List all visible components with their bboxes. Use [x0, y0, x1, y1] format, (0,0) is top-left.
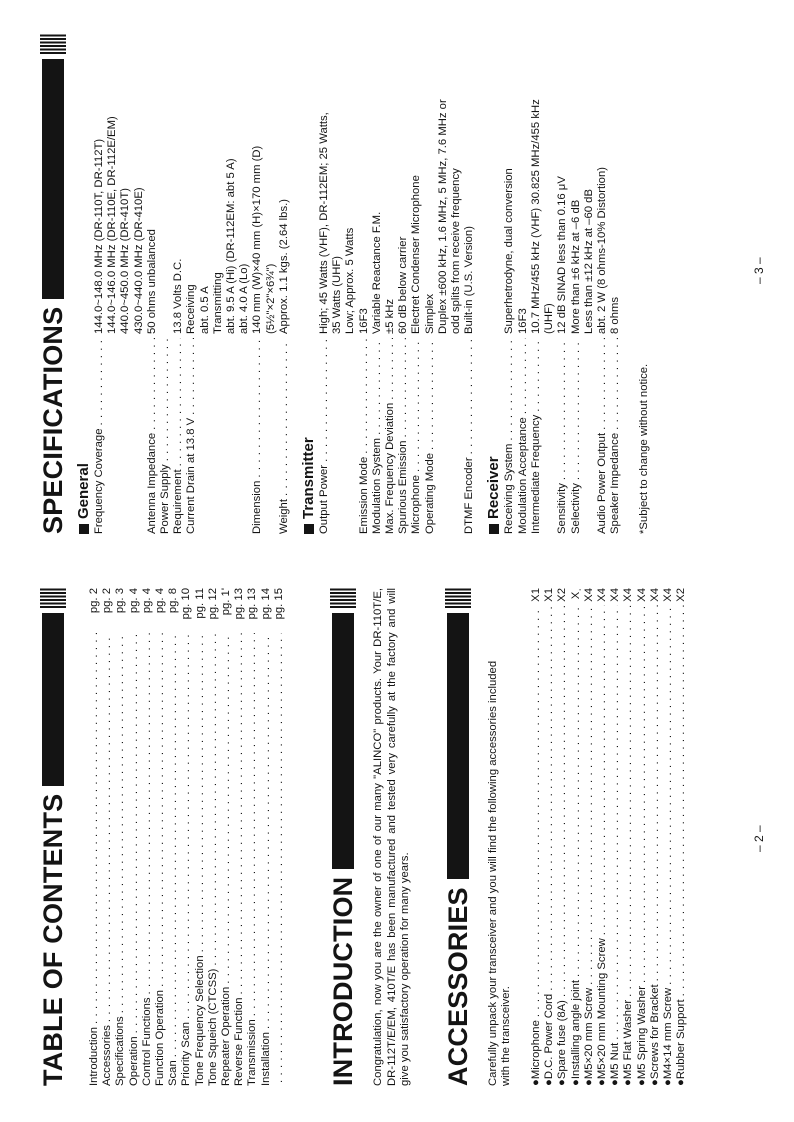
dot-leader: [596, 605, 609, 935]
spec-label-cell: [172, 338, 185, 534]
toc-label: Specifications: [114, 1016, 127, 1086]
toc-row: [128, 588, 141, 1086]
dot-leader: [194, 633, 207, 952]
dot-leader: [609, 338, 622, 430]
spec-label: Output Power: [318, 464, 331, 534]
accessory-row: [609, 588, 622, 1086]
dot-leader: [543, 605, 556, 991]
spec-label-cell: [570, 338, 596, 534]
dot-leader: [649, 605, 662, 981]
spec-value: 430.0~440.0 MHz (DR-410E): [132, 187, 145, 334]
spec-row: [596, 34, 609, 534]
accessory-qty: X2: [556, 588, 569, 602]
heading-ticks: [40, 588, 66, 608]
toc-row: [154, 588, 167, 1086]
toc-row: [246, 588, 259, 1086]
spec-label: Modulation Acceptance: [516, 417, 529, 534]
spec-values: [530, 34, 556, 338]
spec-label-cell: [463, 338, 476, 534]
dot-leader: [570, 605, 583, 977]
toc-page: pg. 4: [140, 588, 153, 614]
dot-leader: [636, 605, 649, 983]
spec-value: (5½"×2"×6¾"): [264, 263, 277, 334]
spec-row: [397, 34, 410, 534]
dot-leader: [220, 633, 233, 984]
heading-ticks: [330, 588, 356, 608]
toc-label: Priority Scan: [180, 1021, 193, 1086]
toc-page: pg. 15: [272, 588, 285, 620]
toc-label: Repeater Operation: [220, 986, 233, 1086]
accessory-label: ●Rubber Support: [675, 999, 688, 1086]
transmitter-specs: [318, 34, 476, 534]
accessory-qty: X4: [582, 588, 595, 602]
spec-label: Power Supply: [159, 464, 172, 534]
spec-row: [358, 34, 371, 534]
spec-row: [410, 34, 423, 534]
spec-label: Selectivity: [569, 483, 582, 534]
spec-label-cell: [503, 338, 516, 534]
dot-leader: [246, 633, 259, 1016]
spec-label-cell: [530, 338, 556, 534]
dot-leader: [172, 338, 185, 466]
accessory-label: ●M5 Flat Washer: [622, 999, 635, 1086]
toc-title: TABLE OF CONTENTS: [38, 793, 68, 1086]
dot-leader: [609, 605, 622, 1040]
spec-value: abt. 2 W (8 ohms-10% Distortion): [595, 167, 608, 334]
dot-leader: [384, 338, 397, 400]
dot-leader: [318, 338, 358, 462]
footnote: *Subject to change without notice.: [638, 363, 651, 534]
dot-leader: [675, 605, 688, 996]
accessory-qty: X4: [609, 588, 622, 602]
accessory-row: [622, 588, 635, 1086]
dot-leader: [517, 338, 530, 414]
accessories-intro: Carefully unpack your transceiver and you will find the following accessories included with the transceiver.: [486, 660, 513, 1086]
accessory-qty: X1: [543, 588, 556, 602]
spec-row: [251, 34, 277, 534]
transmitter-subheading: [300, 34, 317, 534]
spec-values: [251, 34, 277, 338]
accessory-row: [570, 588, 583, 1086]
introduction-title: INTRODUCTION: [328, 876, 359, 1086]
dot-leader: [146, 338, 159, 430]
accessory-row: [636, 588, 649, 1086]
dot-leader: [93, 338, 146, 426]
heading-bar: [42, 59, 64, 299]
accessory-qty: X2: [675, 588, 688, 602]
spec-values: [410, 34, 423, 338]
toc-label: Introduction: [88, 1026, 100, 1086]
spec-label-cell: [318, 338, 358, 534]
toc-heading: [36, 588, 70, 1086]
dot-leader: [371, 338, 384, 435]
dot-leader: [596, 338, 609, 430]
dot-leader: [154, 633, 167, 987]
spec-label: Spurious Emission: [397, 440, 410, 534]
spec-value: 16F3: [516, 308, 529, 334]
spec-value: Variable Reactance F.M.: [370, 211, 383, 334]
specifications-title: SPECIFICATIONS: [38, 306, 68, 534]
dot-leader: [207, 633, 220, 966]
receiver-heading: Receiver: [485, 456, 503, 519]
spec-label-cell: [410, 338, 423, 534]
accessory-row: [596, 588, 609, 1086]
spec-label-cell: [146, 338, 159, 534]
accessory-qty: X4: [596, 588, 609, 602]
spec-label-cell: [609, 338, 622, 534]
spec-values: [556, 34, 569, 338]
toc-page: pg. 12: [206, 588, 219, 620]
spec-row: [318, 34, 358, 534]
general-heading: General: [75, 463, 92, 519]
dot-leader: [260, 633, 273, 1029]
spec-label-cell: [358, 338, 371, 534]
accessory-label: ●M4×14 mm Screw: [662, 987, 675, 1086]
spec-value: [159, 34, 172, 334]
spec-value: Low; Approx. 5 Watts: [344, 227, 357, 334]
dot-leader: [141, 633, 154, 994]
spec-row: [185, 34, 251, 534]
dot-leader: [410, 338, 423, 472]
spec-label-cell: [397, 338, 410, 534]
accessories-title: ACCESSORIES: [442, 887, 473, 1086]
spec-row: [159, 34, 172, 534]
accessory-label: ●Screws for Bracket: [648, 984, 661, 1086]
spec-label-cell: [556, 338, 569, 534]
spec-label: Emission Mode: [357, 456, 370, 534]
spec-label: Frequency Coverage: [93, 428, 105, 534]
accessory-qty: X4: [662, 588, 675, 602]
spec-value: Less than ±12 kHz at –60 dB: [582, 189, 595, 334]
toc-label: Control Functions: [140, 997, 153, 1086]
dot-leader: [556, 605, 569, 997]
spec-values: [596, 34, 609, 338]
spec-value: Superhetrodyne, dual conversion: [503, 168, 516, 334]
spec-label-cell: [185, 338, 251, 534]
dot-leader: [101, 633, 114, 1022]
accessory-qty: X4: [648, 588, 661, 602]
toc-label: Reverse Function: [233, 997, 246, 1086]
spec-value: Built-in (U.S. Version): [463, 226, 476, 334]
spec-value: 50 ohms unbalanced: [145, 229, 158, 334]
dot-leader: [583, 605, 596, 985]
spec-values: [609, 34, 622, 338]
heading-bar: [42, 613, 64, 786]
toc-page: pg. 10: [180, 588, 193, 620]
spec-values: [424, 34, 464, 338]
toc-label: Accessories: [101, 1025, 114, 1086]
toc-page: pg. 1': [220, 588, 233, 616]
spec-values: [463, 34, 476, 338]
spec-value: odd splits from receive frequency: [450, 168, 463, 334]
dot-leader: [424, 338, 464, 450]
accessory-qty: Xˌ: [569, 588, 582, 600]
toc-page: pg. 4: [154, 588, 167, 614]
accessory-row: [675, 588, 688, 1086]
spec-value: 12 dB SINAD less than 0.16 μV: [556, 176, 569, 334]
accessory-label: ●D.C. Power Cord: [543, 993, 556, 1086]
spec-values: [371, 34, 384, 338]
toc-page: pg. 4: [127, 588, 140, 614]
accessory-row: [530, 588, 543, 1086]
toc-label: Scan: [167, 1060, 180, 1086]
heading-bar: [332, 613, 354, 869]
spec-value: 140 mm (W)×40 mm (H)×170 mm (D): [251, 145, 264, 334]
spec-value: Transmitting: [211, 272, 224, 334]
toc-row: [260, 588, 273, 1086]
general-subheading: [75, 34, 92, 534]
spec-value: Electret Condenser Microphone: [410, 175, 423, 334]
spec-value: Approx. 1.1 kgs. (2.64 lbs.): [277, 198, 290, 334]
spec-value: abt. 4.0 A (Lo): [238, 263, 251, 334]
left-page: [36, 588, 688, 1086]
toc-label: Installation: [259, 1031, 272, 1086]
heading-ticks: [40, 34, 66, 54]
spec-row: [424, 34, 464, 534]
spec-label-cell: [596, 338, 609, 534]
toc-label: Operation: [127, 1036, 140, 1086]
spec-label: Current Drain at 13.8 V: [185, 417, 198, 534]
dot-leader: [185, 338, 251, 415]
receiver-subheading: [485, 34, 502, 534]
spec-values: [318, 34, 358, 338]
spec-values: [570, 34, 596, 338]
introduction-text: Congratulation, now you are the owner of one of our many "ALINCO" products. Your DR-110T/E, DR-112T/E/EM, 410T/E has been manufactured and tested very carefully at the factory and will give you satisfactory operation for many years.: [372, 588, 412, 1086]
dot-leader: [233, 633, 246, 994]
spec-row: [93, 34, 146, 534]
dot-leader: [114, 633, 127, 1013]
toc-row: [101, 588, 114, 1086]
spec-value: More than ±6 kHz at –6 dB: [569, 199, 582, 334]
spec-values: [503, 34, 516, 338]
accessory-label: ●M5 Spring Washer: [635, 986, 648, 1086]
spec-value: 8 ohms: [609, 296, 622, 334]
spec-label: Intermediate Frequency: [529, 414, 542, 534]
toc-row: [180, 588, 193, 1086]
accessory-row: [583, 588, 596, 1086]
spec-label: Weight: [277, 499, 290, 534]
toc-row: [207, 588, 220, 1086]
toc-page: pg. 13: [233, 588, 246, 620]
spec-value: 144.0~148.0 MHz (DR-110T, DR-112T): [93, 138, 105, 334]
dot-leader: [128, 633, 141, 1033]
spec-value: High; 45 Watts (VHF), DR-112EM; 25 Watts,: [318, 112, 331, 334]
spec-values: [146, 34, 159, 338]
page-number-right: – 3 –: [752, 257, 766, 284]
general-specs: [93, 34, 291, 534]
accessory-row: [649, 588, 662, 1086]
accessory-row: [556, 588, 569, 1086]
spec-label: Audio Power Output: [595, 432, 608, 534]
toc-page: pg. 13: [246, 588, 259, 620]
dot-leader: [358, 338, 371, 454]
dot-leader: [530, 605, 543, 1017]
spec-label: Requirement: [172, 469, 185, 534]
spec-value: 35 Watts (UHF): [331, 255, 344, 334]
specifications-heading: [36, 34, 70, 534]
toc-page: pg. 3: [114, 588, 127, 614]
spec-label-cell: [251, 338, 277, 534]
accessory-qty: X4: [622, 588, 635, 602]
accessory-label: ●Spare fuse (8A): [556, 1000, 569, 1086]
accessory-qty: X1: [530, 588, 543, 602]
spec-row: [463, 34, 476, 534]
spec-label: Modulation System: [370, 437, 383, 534]
spec-label: Operating Mode: [423, 452, 436, 534]
dot-leader: [167, 633, 180, 1057]
dot-leader: [503, 338, 516, 441]
dot-leader: [251, 338, 277, 478]
accessory-label: ●Installing angle joint: [569, 979, 582, 1086]
spec-value: Simplex: [423, 293, 436, 334]
toc-label: Transmission: [246, 1019, 259, 1086]
spec-value: 60 dB below carrier: [397, 236, 410, 334]
spec-values: [358, 34, 371, 338]
spec-label: Speaker Impedance: [609, 432, 622, 534]
spec-value: (UHF): [543, 303, 556, 334]
dot-leader: [88, 633, 101, 1024]
toc-page: pg. 8: [167, 588, 180, 614]
dot-leader: [278, 338, 291, 496]
accessory-qty: X4: [635, 588, 648, 602]
spec-label-cell: [384, 338, 397, 534]
receiver-specs: [503, 34, 622, 534]
toc-list: [88, 588, 286, 1086]
dot-leader: [397, 338, 410, 437]
spec-label-cell: [93, 338, 146, 534]
dot-leader: [180, 633, 193, 1019]
accessory-row: [543, 588, 556, 1086]
spec-label-cell: [517, 338, 530, 534]
accessory-label: ●Microphone: [530, 1020, 543, 1086]
spec-value: abt. 9.5 A (Hi) (DR-112EM: abt 5 A): [225, 158, 238, 334]
spec-values: [278, 34, 291, 338]
spec-row: [172, 34, 185, 534]
spec-row: [517, 34, 530, 534]
square-bullet-icon: [304, 524, 314, 534]
spec-values: [159, 34, 172, 338]
spec-value: 10.7 MHz/455 kHz (VHF) 30.825 MHz/455 kHz: [529, 99, 542, 334]
spec-row: [384, 34, 397, 534]
spec-label-cell: [371, 338, 384, 534]
toc-page: pg. 2: [101, 588, 114, 614]
spec-row: [278, 34, 291, 534]
spec-row: [530, 34, 556, 534]
spec-label: DTMF Encoder: [463, 457, 476, 534]
toc-row: [141, 588, 154, 1086]
toc-row: [167, 588, 180, 1086]
heading-ticks: [445, 588, 471, 608]
toc-row: [194, 588, 207, 1086]
spec-value: Duplex ±600 kHz, 1.6 MHz, 5 MHz, 7.6 MHz or: [436, 99, 449, 334]
spec-value: ±5 kHz: [384, 298, 397, 334]
spec-row: [556, 34, 569, 534]
accessory-row: [662, 588, 675, 1086]
accessory-label: ●M5 Nut: [609, 1042, 622, 1086]
toc-row: [220, 588, 233, 1086]
spec-values: [384, 34, 397, 338]
introduction-heading: [326, 588, 360, 1086]
spec-row: [503, 34, 516, 534]
spec-label: Max. Frequency Deviation: [384, 402, 397, 534]
spec-row: [371, 34, 384, 534]
toc-label: Function Operation: [154, 989, 167, 1086]
transmitter-heading: Transmitter: [300, 437, 318, 519]
toc-row: [114, 588, 127, 1086]
spec-label: Receiving System: [503, 443, 516, 534]
spec-values: [517, 34, 530, 338]
right-page: [36, 34, 652, 534]
dot-leader: [159, 338, 172, 461]
spec-label: Antenna Impedance: [145, 432, 158, 534]
spec-row: [609, 34, 622, 534]
toc-page: pg. 11: [193, 588, 206, 619]
spec-value: 13.8 Volts D.C.: [172, 258, 185, 334]
heading-bar: [447, 613, 469, 879]
spec-row: [570, 34, 596, 534]
dot-leader: [530, 338, 556, 412]
spec-row: [146, 34, 159, 534]
page-number-left: – 2 –: [752, 825, 766, 852]
square-bullet-icon: [79, 524, 89, 534]
dot-leader: [622, 605, 635, 997]
spec-value: 16F3: [357, 308, 370, 334]
spec-values: [397, 34, 410, 338]
spec-values: [172, 34, 185, 338]
spec-label: Dimension: [251, 480, 264, 534]
spec-value: Receiving: [185, 284, 198, 334]
square-bullet-icon: [489, 524, 499, 534]
spec-label: Sensitivity: [556, 483, 569, 534]
dot-leader: [570, 338, 596, 480]
spec-value: 144.0~146.0 MHz (DR-110E, DR-112E/EM): [106, 116, 119, 334]
spec-values: [93, 34, 146, 338]
toc-page: pg. 14: [259, 588, 272, 620]
spec-value: 440.0~450.0 MHz (DR-410T): [119, 188, 132, 334]
toc-row: [233, 588, 246, 1086]
accessory-label: ●M5×20 mm Mounting Screw: [596, 938, 609, 1086]
spec-values: [185, 34, 251, 338]
accessories-heading: [441, 588, 475, 1086]
toc-label: Tone Squeich (CTCSS): [206, 968, 219, 1086]
toc-page: pg. 2: [88, 588, 100, 614]
dot-leader: [463, 338, 476, 454]
dot-leader: [556, 338, 569, 480]
spec-label-cell: [159, 338, 172, 534]
spec-label-cell: [424, 338, 464, 534]
spec-label: Microphone: [410, 474, 423, 534]
dot-leader: [662, 605, 675, 985]
spec-value: abt. 0.5 A: [198, 286, 211, 334]
toc-row: [273, 588, 286, 1086]
spec-label-cell: [278, 338, 291, 534]
accessory-label: ●M5×20 mm Screw: [582, 987, 595, 1086]
toc-row: [88, 588, 101, 1086]
accessories-list: [530, 588, 688, 1086]
toc-label: Tone Frequency Selection: [193, 955, 206, 1086]
dot-leader: [273, 633, 286, 1083]
